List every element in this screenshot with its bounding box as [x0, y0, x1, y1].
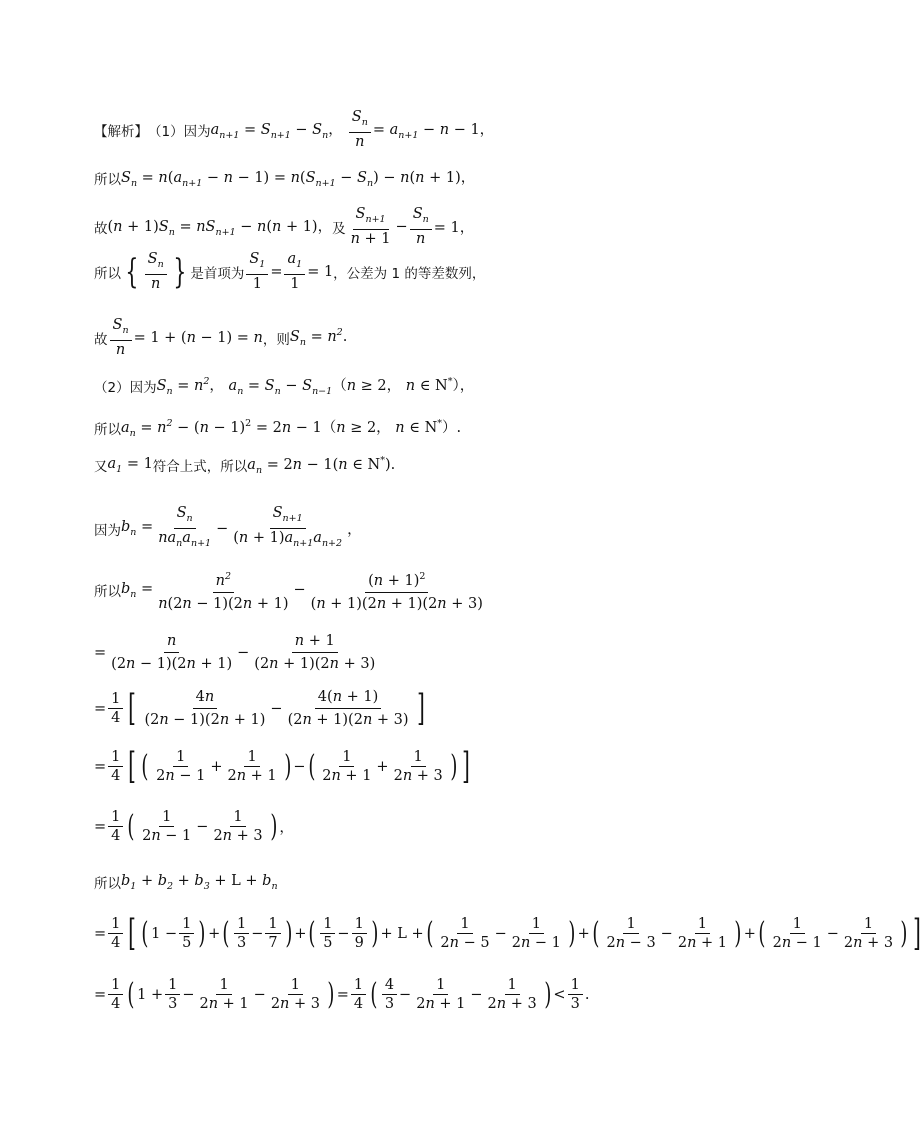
solution-line-8 [94, 455, 395, 476]
common-difference-text: ，公差为 1 的等差数列， [333, 265, 486, 282]
fraction: $\frac{S_n}{na_na_{n+1}}$ [158, 505, 212, 549]
fraction: $\frac{n^2}{n(2n - 1)(2n + 1)}$ [155, 566, 291, 615]
fraction: $\frac{1}{2n + 3}$ [270, 977, 320, 1012]
fraction: $\frac{1}{3}$ [568, 976, 583, 1013]
fraction: $\frac{1}{5}$ [320, 915, 335, 952]
formula: $b_n$ = [121, 580, 154, 600]
word-therefore: 所以 [94, 584, 121, 601]
fraction: $\frac{1}{5}$ [179, 915, 194, 952]
fraction: $\frac{1}{2n + 3}$ [393, 749, 443, 784]
fraction: $\frac{1}{2n + 3}$ [213, 809, 263, 844]
solution-line-1 [94, 108, 494, 151]
fraction: $\frac{4(n + 1)}{(2n + 1)(2n + 3)}$ [285, 686, 412, 731]
fraction: $\frac{S_n}{n}$ [145, 250, 167, 293]
solution-line-6 [94, 374, 474, 397]
word-therefore: 所以 [94, 265, 121, 282]
fraction: $\frac{S_{n+1}}{(n + 1)a_{n+1}a_{n+2}}$ [233, 505, 343, 549]
formula: $(n + 1)S_n = nS_{n+1} - n(n + 1)$， [107, 219, 333, 238]
fraction: $\frac{1}{2n + 1}$ [322, 749, 372, 784]
fraction: $\frac{n + 1}{(2n + 1)(2n + 3)}$ [251, 630, 378, 675]
fraction: $\frac{1}{4}$ [108, 748, 123, 785]
fraction: $\frac{4}{3}$ [382, 976, 397, 1013]
fraction: $\frac{1}{9}$ [352, 915, 367, 952]
formula: $S_n = n^2$， $a_n = S_n - S_{n-1}(n \ge 2$， n ∈ N*）， [156, 376, 475, 397]
word-is-first-term: 是首项为 [190, 265, 245, 282]
fraction: $\frac{1}{2n + 1}$ [416, 977, 466, 1012]
fraction: $\frac{n}{(2n - 1)(2n + 1)}$ [108, 630, 235, 675]
fraction: $\frac{1}{2n - 1}$ [156, 749, 206, 784]
solution-line-7 [94, 416, 461, 439]
solution-line-3: 故 $(n + 1)S_n = nS_{n+1} - n(n + 1)$， 及 $\frac{S_{n+1}}{n + 1}$ − $\frac{S_n}{n}$ = 1， [94, 206, 475, 247]
solution-line-4: 所以 { $\frac{S_n}{n}$ } 是首项为 $\frac{S_1}{1}$ = $\frac{a_1}{1}$ = 1 ，公差为 1 的等差数列， [94, 251, 486, 292]
formula: $b_n$ = [121, 519, 154, 538]
fraction: $\frac{1}{4}$ [108, 808, 123, 845]
part1-label: （1） [148, 123, 184, 140]
formula: $a_1 = 1$ [107, 455, 153, 475]
formula: = $a_{n+1} - n - 1$， [372, 122, 495, 141]
word-therefore: 所以 [94, 876, 121, 892]
fraction: $\frac{S_{n+1}}{n + 1}$ [350, 206, 391, 247]
solution-line-9: 因为 $b_n$ = $\frac{S_n}{na_na_{n+1}}$ − $\frac{S_{n+1}}{(n + 1)a_{n+1}a_{n+2}}$ ， [94, 504, 362, 553]
fraction: $\frac{1}{4}$ [108, 915, 123, 952]
word-because: 因为 [183, 123, 211, 140]
word-hence: 故 [94, 220, 108, 237]
word-also: 又 [94, 459, 108, 476]
solution-line-17: = $\frac{1}{4}$ ( 1 + $\frac{1}{3}$ − $\frac{1}{2n + 1}$ − $\frac{1}{2n + 3}$ ) = $\frac{1}{4}$ ( $\frac{4}{3}$ − $\frac{1}{2n + 1}$ − $\frac{1}{2n + 3}$ ) < $\frac{1}{3}$ . [94, 976, 590, 1012]
formula: $S_n = n^2$. [289, 327, 348, 348]
solution-line-11: = $\frac{n}{(2n - 1)(2n + 1)}$ − $\frac{n + 1}{(2n + 1)(2n + 3)}$ [94, 630, 380, 675]
word-therefore: 所以 [94, 421, 121, 438]
solution-line-13: = $\frac{1}{4}$ [ ( $\frac{1}{2n - 1}$ + $\frac{1}{2n + 1}$ ) − ( $\frac{1}{2n + 1}$ + $\frac{1}{2n + 3}$ ) ] [94, 745, 471, 787]
fraction: $\frac{1}{2n + 3}$ [487, 977, 537, 1012]
word-hence: 故 [94, 331, 108, 348]
fraction: $\frac{1}{2n - 3}$ [606, 916, 656, 951]
solution-line-2 [94, 166, 475, 189]
fraction: $\frac{1}{3}$ [234, 915, 249, 952]
fraction: $\frac{S_n}{n}$ [410, 205, 432, 248]
fraction: $\frac{1}{2n - 5}$ [440, 916, 490, 951]
solution-header: 【解析】 [94, 123, 148, 140]
fraction: $\frac{1}{4}$ [108, 976, 123, 1013]
fraction: $\frac{1}{2n + 1}$ [199, 977, 249, 1012]
formula: $a_n = 2n - 1(n$ ∈ N*). [247, 455, 396, 476]
word-because: 因为 [129, 379, 157, 396]
word-fits: 符合上式，所以 [152, 459, 248, 476]
fraction: $\frac{1}{3}$ [165, 976, 180, 1013]
word-and: 及 [332, 220, 346, 237]
solution-line-5 [94, 316, 347, 359]
fraction: $\frac{1}{2n - 1}$ [511, 916, 561, 951]
solution-line-16: = $\frac{1}{4}$ [ ( 1 − $\frac{1}{5}$ ) + ( $\frac{1}{3}$ − $\frac{1}{7}$ ) + ( $\frac{1}{5}$ − $\frac{1}{9}$ ) + L + ( $\frac{1}{2n - 5}$ − $\frac{1}{2n - 1}$ ) + ( $\frac{1}{2n - 3}$ − $\frac{1}{2n + 1}$ ) + ( $\frac{1}{2n - 1}$ − $\frac{1}{2n + 3}$ ) ] [94, 912, 921, 954]
word-then: ，则 [262, 331, 290, 348]
fraction: $\frac{1}{7}$ [265, 915, 280, 952]
fraction: $\frac{1}{4}$ [108, 690, 123, 727]
fraction: $\frac{1}{2n + 1}$ [677, 916, 727, 951]
fraction: $\frac{a_1}{1}$ [284, 250, 305, 293]
solution-line-12: = $\frac{1}{4}$ [ $\frac{4n}{(2n - 1)(2n + 1)}$ − $\frac{4(n + 1)}{(2n + 1)(2n + 3)}$ ] [94, 686, 428, 731]
solution-line-10: 所以 $b_n$ = $\frac{n^2}{n(2n - 1)(2n + 1)}$ − $\frac{(n + 1)^2}{(n + 1)(2n + 1)(2n + 3)}$ [94, 566, 488, 615]
fraction: $\frac{1}{2n + 1}$ [227, 749, 277, 784]
solution-line-15 [94, 872, 278, 892]
fraction: $\frac{4n}{(2n - 1)(2n + 1)}$ [141, 686, 268, 731]
word-because: 因为 [94, 522, 121, 539]
fraction: $\frac{1}{2n - 1}$ [772, 916, 822, 951]
word-therefore: 所以 [94, 171, 121, 188]
fraction: $\frac{(n + 1)^2}{(n + 1)(2n + 1)(2n + 3)}$ [308, 566, 486, 615]
solution-line-14: = $\frac{1}{4}$ ( $\frac{1}{2n - 1}$ − $\frac{1}{2n + 3}$ ) ， [94, 808, 294, 844]
fraction: $\frac{S_n}{n}$ [349, 108, 371, 151]
formula: = 1 + (n − 1) = n [133, 329, 263, 346]
formula: $S_n = n(a_{n+1} - n - 1) = n(S_{n+1} - S_n) - n(n + 1)$， [121, 170, 476, 189]
formula: $a_n = n^2 - (n - 1)^2 = 2n - 1(n \ge 2$， n ∈ N*）. [121, 418, 462, 439]
fraction: $\frac{1}{2n + 3}$ [843, 916, 894, 951]
formula: $a_{n+1} = S_{n+1} - S_n$， [210, 122, 343, 141]
fraction: $\frac{S_1}{1}$ [246, 250, 268, 293]
fraction: $\frac{S_n}{n}$ [110, 316, 132, 359]
fraction: $\frac{1}{2n - 1}$ [142, 809, 192, 844]
fraction: $\frac{1}{4}$ [351, 976, 366, 1013]
part2-label: （2） [94, 379, 130, 396]
formula: $b_1 + b_2 + b_3 + L + b_n$ [121, 872, 278, 892]
